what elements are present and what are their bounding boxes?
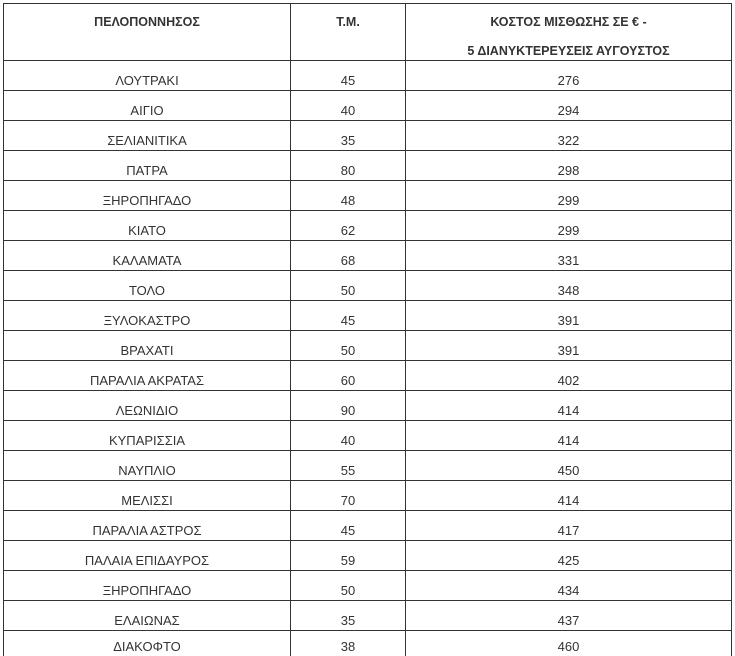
cell-cost: 414 [406, 481, 732, 511]
cell-cost: 391 [406, 301, 732, 331]
cell-place: ΞΗΡΟΠΗΓΑΔΟ [4, 181, 291, 211]
cell-sqm: 68 [291, 241, 406, 271]
cell-sqm: 48 [291, 181, 406, 211]
table-row [4, 511, 732, 541]
table-row [4, 481, 732, 511]
cell-cost: 414 [406, 421, 732, 451]
cell-place: ΚΑΛΑΜΑΤΑ [4, 241, 291, 271]
cell-place: ΠΑΡΑΛΙΑ ΑΣΤΡΟΣ [4, 511, 291, 541]
table-row [4, 631, 732, 656]
cell-sqm: 90 [291, 391, 406, 421]
cell-cost: 402 [406, 361, 732, 391]
header-region: ΠΕΛΟΠΟΝΝΗΣΟΣ [4, 4, 291, 61]
cell-cost: 460 [406, 631, 732, 656]
table-row [4, 571, 732, 601]
cell-sqm: 80 [291, 151, 406, 181]
table-row [4, 451, 732, 481]
cell-cost: 331 [406, 241, 732, 271]
cell-cost: 437 [406, 601, 732, 631]
table-row [4, 301, 732, 331]
cell-sqm: 50 [291, 271, 406, 301]
cell-cost: 414 [406, 391, 732, 421]
table-row [4, 241, 732, 271]
header-cost-line2: 5 ΔΙΑΝΥΚΤΕΡΕΥΣΕΙΣ ΑΥΓΟΥΣΤΟΣ [406, 43, 731, 59]
cell-place: ΠΑΤΡΑ [4, 151, 291, 181]
table-row [4, 271, 732, 301]
cell-place: ΠΑΛΑΙΑ ΕΠΙΔΑΥΡΟΣ [4, 541, 291, 571]
table-row [4, 541, 732, 571]
cell-sqm: 59 [291, 541, 406, 571]
cell-place: ΛΕΩΝΙΔΙΟ [4, 391, 291, 421]
header-cost [406, 4, 732, 61]
table-row [4, 151, 732, 181]
cell-sqm: 55 [291, 451, 406, 481]
table-row [4, 211, 732, 241]
cell-sqm: 50 [291, 571, 406, 601]
cell-place: ΒΡΑΧΑΤΙ [4, 331, 291, 361]
cell-place: ΣΕΛΙΑΝΙΤΙΚΑ [4, 121, 291, 151]
table-row [4, 601, 732, 631]
cell-sqm: 40 [291, 91, 406, 121]
cell-cost: 450 [406, 451, 732, 481]
cell-sqm: 40 [291, 421, 406, 451]
cell-place: ΝΑΥΠΛΙΟ [4, 451, 291, 481]
cell-sqm: 45 [291, 61, 406, 91]
table-row [4, 61, 732, 91]
header-row [4, 4, 732, 61]
cell-sqm: 38 [291, 631, 406, 656]
cell-cost: 391 [406, 331, 732, 361]
cell-cost: 299 [406, 211, 732, 241]
cell-place: ΜΕΛΙΣΣΙ [4, 481, 291, 511]
cell-place: ΚΙΑΤΟ [4, 211, 291, 241]
table-row [4, 121, 732, 151]
cell-cost: 417 [406, 511, 732, 541]
table-header [4, 4, 732, 61]
cell-sqm: 70 [291, 481, 406, 511]
cell-sqm: 35 [291, 121, 406, 151]
cell-cost: 298 [406, 151, 732, 181]
cell-cost: 434 [406, 571, 732, 601]
cell-place: ΚΥΠΑΡΙΣΣΙΑ [4, 421, 291, 451]
cell-place: ΠΑΡΑΛΙΑ ΑΚΡΑΤΑΣ [4, 361, 291, 391]
cell-place: ΞΥΛΟΚΑΣΤΡΟ [4, 301, 291, 331]
table-row [4, 91, 732, 121]
cell-cost: 348 [406, 271, 732, 301]
cell-place: ΑΙΓΙΟ [4, 91, 291, 121]
cell-cost: 294 [406, 91, 732, 121]
table-row [4, 391, 732, 421]
cell-sqm: 35 [291, 601, 406, 631]
cell-cost: 322 [406, 121, 732, 151]
header-cost-line1: ΚΟΣΤΟΣ ΜΙΣΘΩΣΗΣ ΣΕ € - [406, 14, 731, 30]
cell-cost: 425 [406, 541, 732, 571]
cell-place: ΔΙΑΚΟΦΤΟ [4, 631, 291, 656]
cell-place: ΕΛΑΙΩΝΑΣ [4, 601, 291, 631]
cell-place: ΛΟΥΤΡΑΚΙ [4, 61, 291, 91]
cell-sqm: 50 [291, 331, 406, 361]
cell-sqm: 45 [291, 301, 406, 331]
header-sqm: Τ.Μ. [291, 4, 406, 61]
table-row [4, 331, 732, 361]
table-row [4, 421, 732, 451]
cell-sqm: 60 [291, 361, 406, 391]
rental-cost-table [3, 3, 732, 656]
cell-place: ΞΗΡΟΠΗΓΑΔΟ [4, 571, 291, 601]
cell-sqm: 62 [291, 211, 406, 241]
table-row [4, 361, 732, 391]
cell-cost: 276 [406, 61, 732, 91]
table-body [4, 61, 732, 656]
cell-sqm: 45 [291, 511, 406, 541]
cell-place: ΤΟΛΟ [4, 271, 291, 301]
cell-cost: 299 [406, 181, 732, 211]
table-row [4, 181, 732, 211]
